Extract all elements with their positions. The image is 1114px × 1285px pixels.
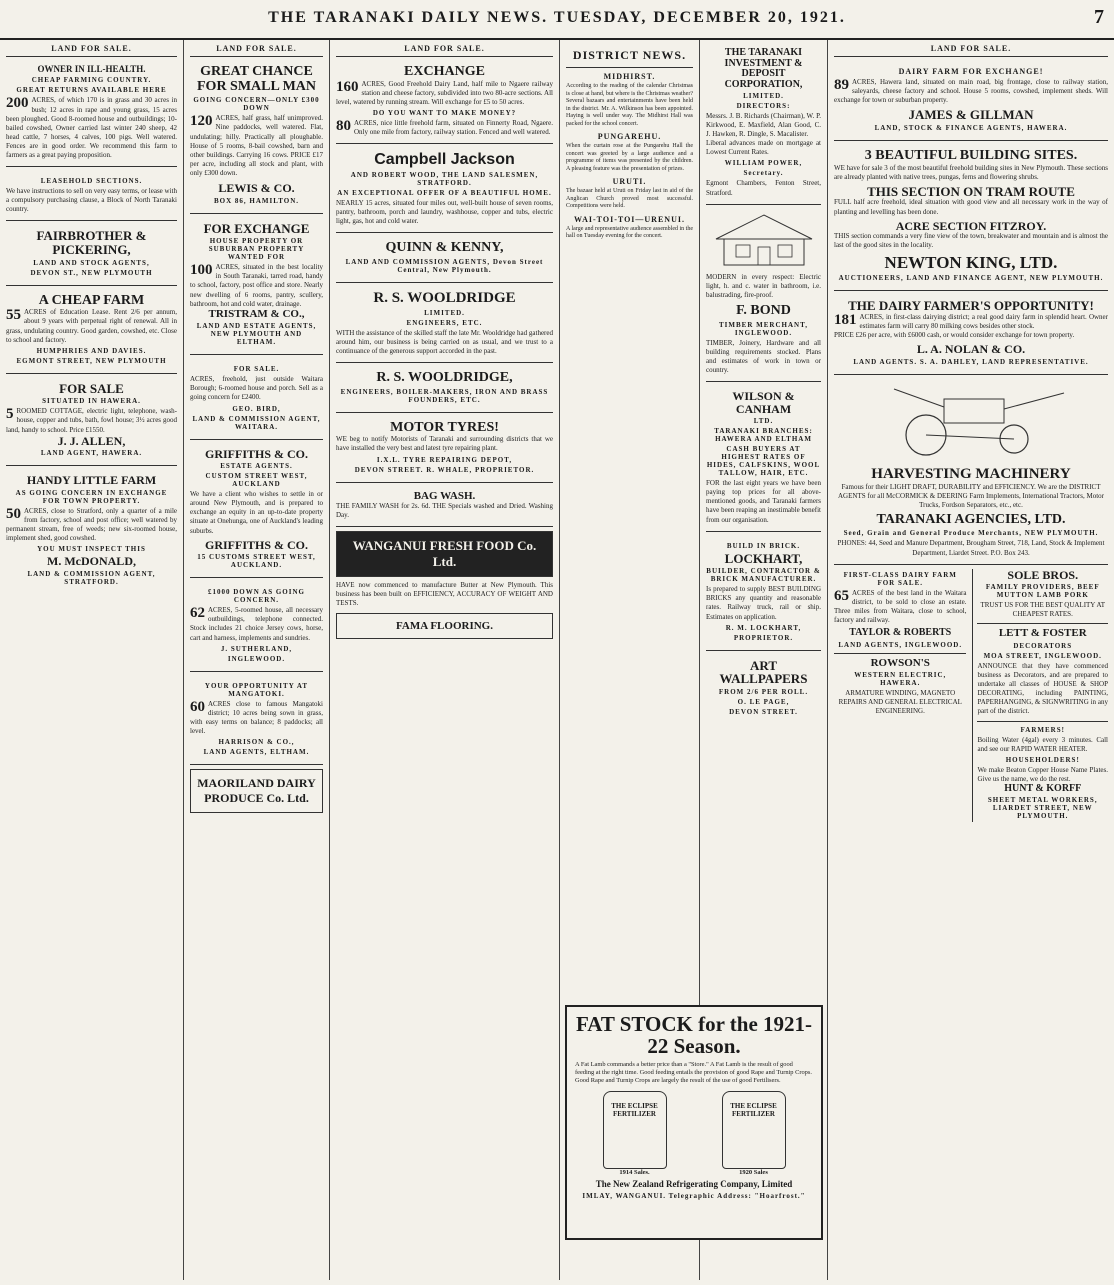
ad-subtitle: BUILD IN BRICK. [726, 541, 801, 550]
ad-subtitle: WESTERN ELECTRIC, HAWERA. [854, 671, 947, 688]
ad-body [834, 78, 1108, 105]
ad-subtitle: HOUSE PROPERTY OR SUBURBAN PROPERTY WANTED FOR [208, 237, 305, 262]
ad-title: F. BOND [736, 302, 791, 318]
ad-address: IMLAY, WANGANUI. Telegraphic Address: "Hoarfrost." [582, 1191, 806, 1200]
ad-address: LAND, STOCK & FINANCE AGENTS, HAWERA. [874, 123, 1068, 132]
acre-count: 60 [190, 698, 205, 715]
ad-subtitle: CHEAP FARMING COUNTRY. [31, 76, 152, 85]
acre-count: 100 [190, 262, 213, 279]
ad-waitara [190, 359, 323, 439]
ad-agent: R. M. LOCKHART, [725, 623, 802, 632]
ad-subtitle: LIMITED. [424, 308, 465, 317]
ad-body [6, 308, 177, 344]
ad-text-2: ANNOUNCE that they have commenced business as Decorators, and are prepared to undertake all classes of HOUSE & SHOP DECORATING, including PAINTING, PAPERHANGING, & SIGNWRITING in any part of the district. [977, 662, 1108, 716]
ad-subtitle: AS GOING CONCERN IN EXCHANGE FOR TOWN PROPERTY. [15, 488, 168, 505]
ad-title: 3 BEAUTIFUL BUILDING SITES. [864, 147, 1078, 163]
ad-text: THE FAMILY WASH for 2s. 6d. THE Specials washed and Dried. Washing Day. [336, 502, 553, 520]
ad-subtitle-3: FARMERS! [1020, 725, 1065, 734]
ad-phones: PHONES: 44, Seed and Manure Department, Brougham Street, 718, Land, Stock & Implement Department, Liardet Street. P.O. Box 243. [837, 539, 1105, 557]
ad-text-3: Boiling Water (4gal) every 3 minutes. Call and see our RAPID WATER HEATER. [977, 735, 1108, 753]
ad-address: DEVON STREET. [729, 707, 798, 716]
room-count: 5 [6, 406, 14, 423]
ad-subtitle: DO YOU WANT TO MAKE MONEY? [372, 108, 517, 117]
ad-text-3: THIS section commands a very fine view of the town, breakwater and mountain and is almost the last of the good sites in the locality. [834, 232, 1108, 250]
ad-body [190, 114, 323, 178]
ad-address: EGMONT STREET, NEW PLYMOUTH [16, 356, 167, 365]
ad-agent: NEWTON KING, LTD. [884, 253, 1058, 273]
ad-subtitle: LTD. [753, 417, 774, 426]
fat-stock-ad [565, 1005, 823, 1240]
ad-subtitle-4: HOUSEHOLDERS! [1005, 755, 1080, 764]
ad-title: MOTOR TYRES! [390, 419, 499, 435]
ad-agent: TRISTRAM & CO., [208, 307, 305, 320]
column-3 [330, 40, 560, 1280]
ad-title: FOR EXCHANGE [203, 220, 310, 236]
ad-agent: GEO. BIRD, [232, 404, 281, 413]
ad-agent: TAYLOR & ROBERTS [849, 627, 952, 639]
ad-note: YOU MUST INSPECT THIS [37, 545, 146, 554]
bottom-left-ads [834, 569, 966, 823]
ad-building-sites [834, 145, 1108, 291]
divider [977, 623, 1108, 624]
ad-text: ACRES, close to Stratford, only a quarter of a mile from factory, school and post office; well watered by permanent stream, free of weeds; new six-roomed house, implement shed, good cowshed. [6, 506, 177, 543]
ad-title: WILSON & CANHAM [732, 389, 795, 416]
ad-agent: TARANAKI AGENCIES, LTD. [876, 511, 1066, 527]
ad-role: PROPRIETOR. [733, 633, 794, 642]
ad-text: ACRES of the best land in the Waitara district, to be sold to close an estate. Three miles from Waitara, close to school, factory and railway. [834, 588, 967, 624]
ad-title: QUINN & KENNY, [385, 240, 504, 256]
ad-body [834, 313, 1108, 331]
ad-title-3: ACRE SECTION FITZROY. [895, 218, 1047, 233]
acre-count: 120 [190, 113, 213, 130]
ad-exchange [336, 61, 553, 144]
ad-subtitle: FOR SALE. [233, 365, 280, 374]
ad-address: MOA STREET, INGLEWOOD. [983, 652, 1102, 660]
ad-title: GRIFFITHS & CO. [204, 446, 308, 461]
ad-agent: HARRISON & CO., [218, 737, 295, 746]
ad-text: MODERN in every respect: Electric light, h. and c. water in bathroom, i.e. balustrading, fire-proof. [706, 272, 821, 299]
ad-role: Secretary. [743, 169, 784, 178]
ad-text: ACRES, of which 170 is in grass and 30 acres in bush; 12 acres in rape and young grass, 15 acres been ploughed. Good 8-roomed house and outbuildings; 10-bailed cowshed, Owner carried last winter 240 sheep, 42 head cattle, 7 horses, 4 calves, 100 pigs. Well watered. Fences are in good order. We recommend this farm to farmers as a great paying proposition. [6, 96, 177, 159]
ad-address: CUSTOM STREET WEST, AUCKLAND [205, 472, 308, 489]
ad-harvesting [834, 463, 1108, 565]
ad-cash: CASH BUYERS AT HIGHEST RATES OF HIDES, CALFSKINS, WOOL TALLOW, HAIR, ETC. [706, 445, 821, 478]
ad-title: FOR SALE [59, 380, 124, 396]
ad-address-2: SHEET METAL WORKERS, LIARDET STREET, NEW PLYMOUTH. [987, 796, 1098, 821]
ad-body [190, 700, 323, 736]
ad-subtitle-2: BUILDER, CONTRACTOR & BRICK MANUFACTURER. [706, 567, 821, 584]
ad-title: OWNER IN ILL-HEALTH. [37, 64, 146, 74]
acre-count: 50 [6, 505, 21, 522]
bottom-ads-row [834, 569, 1108, 823]
ad-fairbrother [6, 225, 177, 285]
ad-address: DEVON STREET. R. WHALE, PROPRIETOR. [354, 465, 535, 474]
news-heading: MIDHIRST. [603, 72, 656, 81]
acre-count: 181 [834, 311, 857, 328]
ad-subtitle: FIRST-CLASS DAIRY FARM FOR SALE. [843, 570, 957, 587]
ad-text-2: Liberal advances made on mortgage at Lowest Current Rates. [706, 139, 821, 157]
ad-address: LAND AGENTS, INGLEWOOD. [838, 640, 963, 649]
ad-subtitle: ESTATE AGENTS. [220, 462, 293, 471]
sack-2 [722, 1091, 786, 1176]
divider [834, 653, 966, 654]
district-news-title: DISTRICT NEWS. [572, 48, 687, 62]
bottom-right-ads [972, 569, 1108, 823]
ad-text-4: We make Beaton Copper House Name Plates. Give us the name, we do the rest. [977, 765, 1108, 783]
ad-subtitle: FROM 2/6 PER ROLL. [718, 687, 809, 696]
section-head: LAND FOR SALE. [190, 44, 323, 57]
wanganui-fresh-food-logo: WANGANUI FRESH FOOD Co. Ltd. [336, 531, 553, 577]
acre-count: 65 [834, 587, 849, 604]
ad-for-exchange [190, 218, 323, 356]
ad-agent: LEWIS & CO. [218, 181, 295, 196]
column-1 [0, 40, 184, 1280]
acre-count: 160 [336, 78, 359, 95]
ad-text: ACRES, situated in the best locality in South Taranaki, tarred road, handy to school, factory, post office and store. Nearly new dwelling of 6 rooms, pantry, scullery, bathroom, hot and cold water, drainage. [190, 263, 323, 308]
ad-wallpapers [706, 655, 821, 724]
ad-branches: TARANAKI BRANCHES: HAWERA AND ELTHAM [714, 427, 813, 444]
ad-body [190, 263, 323, 308]
masthead [0, 0, 1114, 40]
ad-text: ROOMED COTTAGE, electric light, telephone, wash-house, copper and tubs, bath, fowl house; 3½ acres good land, handy to school. Price £1550. [6, 407, 177, 434]
ad-title: GREAT CHANCE FOR SMALL MAN [197, 64, 316, 94]
news-text: According to the reading of the calendar Christmas is close at hand, but where is the Christmas weather? Several bazaars and entertainments have been held in the district. Mr. A. Wilkinson has been appointed. Haying is well under way. The Midhirst Hall was packed for the school concert. [566, 83, 693, 127]
section-head: LAND FOR SALE. [834, 44, 1108, 57]
harvester-illustration [834, 379, 1108, 459]
ad-title: FAIRBROTHER & PICKERING, [36, 228, 147, 258]
news-text: When the curtain rose at the Pungarehu Hall the concert was greeted by a large audience and a programme of items was presented by the children. A pleasing feature was the presentation of prizes. [566, 143, 693, 172]
sack-caption: 1914 Sales. [619, 1169, 650, 1177]
ad-address: INGLEWOOD. [227, 654, 286, 663]
ad-body [190, 606, 323, 642]
ad-text: NEARLY 15 acres, situated four miles out, well-built house of seven rooms, pantry, bathroom, porch and laundry, washhouse, copper and tubs, electric light, gas, hot and cold water. [336, 198, 553, 226]
masthead-title: THE TARANAKI DAILY NEWS. TUESDAY, DECEMBER 20, 1921. [268, 9, 846, 26]
acre-count: 55 [6, 307, 21, 324]
section-head: LAND FOR SALE. [6, 44, 177, 57]
ad-text: Messrs. J. B. Richards (Chairman), W. P. Kirkwood, E. Maxfield, Alan Good, C. J. Hawken, R. Dingle, S. Macalister. [706, 112, 821, 139]
news-heading: URUTI. [612, 177, 647, 186]
ad-mangatoki [190, 676, 323, 765]
ad-text: WE beg to notify Motorists of Taranaki and surrounding districts that we have installed the very best and latest tyre repairing plant. [336, 435, 553, 453]
ad-body [834, 589, 966, 625]
ad-text: Is prepared to supply BEST BUILDING BRICKS any quantity and reasonable rates. Railway truck, rail or ship. Estimates on application. [706, 585, 821, 621]
ad-owner-ill-health [6, 61, 177, 167]
ad-agent: JAMES & GILLMAN [908, 107, 1034, 123]
ad-agent: O. LE PAGE, [737, 697, 790, 706]
ad-text: ACRES, half grass, half unimproved. Nine paddocks, well watered. Flat, undulating; hilly. Practically all ploughable. House of 5 rooms, 8-bail cowshed, barn and other buildings. Carrying 16 cows. PRICE £17 per acre, including all stock and plant, with only £300 down. [190, 114, 323, 177]
page-number: 7 [1094, 6, 1104, 28]
ad-subtitle: SITUATED IN HAWERA. [42, 397, 141, 406]
ad-subtitle: YOUR OPPORTUNITY AT MANGATOKI. [204, 681, 309, 698]
ad-subtitle: GOING CONCERN—ONLY £300 DOWN [193, 96, 320, 113]
ad-title: BAG WASH. [413, 489, 476, 502]
ad-dairy-opportunity [834, 295, 1108, 375]
ad-for-sale-hawera [6, 378, 177, 467]
ad-text: A Fat Lamb commands a better price than a "Store." A Fat Lamb is the result of good feeding at the right time. Good feeding entails the provision of good Rape and Turnip Crops. Good Rape and Turnip Crops are largely the result of the use of good Fertilisers. [575, 1061, 812, 1085]
ad-investment-corp [706, 44, 821, 205]
ad-title-2: THIS SECTION ON TRAM ROUTE [867, 183, 1075, 199]
ad-agent: M. McDONALD, [47, 554, 136, 569]
ad-title: R. S. WOOLDRIDGE, [376, 369, 513, 385]
ad-text: Famous for their LIGHT DRAFT, DURABILITY and EFFICIENCY. We are the DISTRICT AGENTS for all McCORMICK & DEERING Farm Implements, International Tractors, Motor Trucks, Fordson Separators, etc., etc. [838, 482, 1104, 509]
ad-body [336, 80, 553, 107]
ad-handy-farm [6, 470, 177, 594]
ad-text: ACRES close to famous Mangatoki district; 10 acres being sown in grass, with easy terms on balance; 8 paddocks; all level. [190, 699, 323, 735]
ad-text: ACRES, 5-roomed house, all necessary outbuildings, telephone connected. Stock includes 21 choice Jersey cows, horse, cart and harness, implements and sundries. [190, 606, 323, 642]
ad-body [6, 407, 177, 434]
ad-text: ACRES, Good Freehold Dairy Land, half mile to Ngaere railway station and cheese factory, subdivided into two 80-acre sections. All level, watered by running stream. Will exchange for £5 to 50 acres. [336, 79, 553, 106]
ad-title: Campbell Jackson [374, 151, 515, 169]
news-heading: PUNGAREHU. [597, 132, 662, 141]
house-illustration [706, 209, 821, 269]
ad-great-chance [190, 61, 323, 214]
news-text: A large and representative audience assembled in the hall on Tuesday evening for the concert. [566, 225, 694, 239]
ad-body [6, 96, 177, 160]
ad-text: WE have for sale 3 of the most beautiful freehold building sites in New Plymouth. These sections are already planted with native trees, pungas, ferns and flowering shrubs. [834, 163, 1108, 181]
ad-subtitle: Seed, Grain and General Produce Merchants, NEW PLYMOUTH. [843, 529, 1099, 538]
ad-title: THE DAIRY FARMER'S OPPORTUNITY! [848, 298, 1094, 314]
column-6 [828, 40, 1114, 1280]
ad-bond [706, 300, 821, 382]
ad-title: HARVESTING MACHINERY [871, 465, 1071, 482]
news-text: The bazaar held at Uruti on Friday last in aid of the Anglican Church proved most successful. Competitions were held. [566, 188, 693, 209]
ad-lockhart [706, 536, 821, 651]
ad-subtitle: LEASEHOLD SECTIONS. [40, 177, 143, 186]
ad-subtitle: AND ROBERT WOOD, THE LAND SALESMEN, STRATFORD. [350, 170, 539, 187]
ad-agent: J. J. ALLEN, [57, 433, 126, 448]
ad-wilson-canham [706, 386, 821, 532]
ad-quinn-kenny [336, 237, 553, 283]
ad-address: LAND & COMMISSION AGENT, WAITARA. [192, 414, 321, 431]
news-heading: WAI-TOI-TOI—URENUI. [574, 214, 685, 224]
ad-title: ROWSON'S [870, 656, 930, 669]
sack-label: THE ECLIPSE FERTILIZER [603, 1091, 667, 1169]
ad-motor-tyres [336, 417, 553, 483]
maoriland-logo: MAORILAND DAIRY PRODUCE Co. Ltd. [190, 769, 323, 813]
column-2 [184, 40, 330, 1280]
ad-text: TRUST US FOR THE BEST QUALITY AT CHEAPEST RATES. [980, 601, 1106, 619]
ad-subtitle: LAND AND COMMISSION AGENTS, Devon Street Central, New Plymouth. [345, 257, 544, 274]
acre-count: 80 [336, 117, 351, 134]
ad-subtitle: FAMILY PROVIDERS, BEEF MUTTON LAMB PORK [985, 583, 1100, 600]
ad-address: LAND AND ESTATE AGENTS, NEW PLYMOUTH AND ELTHAM. [196, 322, 317, 347]
acre-count: 200 [6, 95, 29, 112]
ad-dairy-exchange [834, 61, 1108, 141]
sack-caption: 1920 Sales [739, 1169, 768, 1177]
ad-cheap-farm [6, 290, 177, 374]
ad-text: We have instructions to sell on very easy terms, or lease with a compulsory purchasing clause, a Block of North Taranaki country. [6, 187, 177, 214]
ad-text: ACRES, in first-class dairying district; a real good dairy farm in splendid heart. Owner estimates farm will carry 80 milking cows besides other stock. [859, 312, 1108, 330]
ad-title: R. S. WOOLDRIDGE [373, 289, 516, 306]
ad-text: HAVE now commenced to manufacture Butter at New Plymouth. This business has been built on EFFICIENCY, ACCURACY OF WEIGHT AND TESTS. [336, 581, 553, 608]
ad-address: DEVON ST., NEW PLYMOUTH [30, 268, 153, 277]
ad-title: EXCHANGE [404, 64, 485, 79]
ad-address: LAND & COMMISSION AGENT, STRATFORD. [27, 569, 156, 586]
sack-1 [603, 1091, 667, 1176]
section-head: LAND FOR SALE. [336, 44, 553, 57]
ad-leasehold [6, 171, 177, 221]
ad-wooldridge [336, 287, 553, 363]
sack-label: THE ECLIPSE FERTILIZER [722, 1091, 786, 1169]
ad-subtitle: LAND AND STOCK AGENTS, [33, 258, 150, 267]
acre-count: 89 [834, 77, 849, 93]
ad-text: ACRES, Hawera land, situated on main road, big frontage, close to railway station, saleyards, cheese factory and school. House 5 rooms, cowshed, implement sheds. Will exchange for town or suburban property. [834, 78, 1108, 105]
ad-text: We have a client who wishes to settle in or around New Plymouth, and is prepared to exchange an equity in an up-to-date property situate at Onehunga, one of Auckland's leading suburbs. [190, 490, 323, 535]
ad-address: Egmont Chambers, Fenton Street, Stratford. [706, 179, 821, 197]
ad-agent: HUNT & KORFF [1004, 782, 1082, 794]
fama-flooring-ad: FAMA FLOORING. [336, 613, 553, 639]
acre-count: 62 [190, 605, 205, 622]
ad-subtitle: LIMITED. [743, 92, 784, 100]
page-columns [0, 40, 1114, 1285]
ad-subtitle-2: GREAT RETURNS AVAILABLE HERE [16, 86, 167, 95]
ad-title: A CHEAP FARM [38, 292, 145, 308]
divider [566, 67, 693, 68]
ad-1000-down [190, 582, 323, 671]
ad-address: AUCTIONEERS, LAND AND FINANCE AGENT, NEW PLYMOUTH. [838, 274, 1104, 283]
ad-bag-wash [336, 487, 553, 528]
ad-agent: HUMPHRIES AND DAVIES. [36, 346, 147, 355]
fertilizer-sacks [575, 1091, 813, 1176]
ad-wooldridge-2 [336, 367, 553, 413]
ad-agent: L. A. NOLAN & CO. [916, 342, 1026, 357]
ad-title: FAT STOCK for the 1921-22 Season. [575, 1012, 813, 1059]
ad-title: SOLE BROS. [1007, 567, 1079, 582]
ad-address: LAND AGENTS. S. A. DAHLEY, LAND REPRESENTATIVE. [853, 357, 1089, 366]
ad-title: ART WALLPAPERS [719, 657, 808, 687]
ad-address: 15 CUSTOMS STREET WEST, AUCKLAND. [197, 553, 316, 570]
ad-agent: WILLIAM POWER, [724, 159, 803, 168]
ad-title: THE TARANAKI INVESTMENT & DEPOSIT CORPORATION, [724, 47, 803, 90]
ad-subtitle-2: DECORATORS [1013, 642, 1073, 650]
ad-subtitle: TIMBER MERCHANT, INGLEWOOD. [719, 320, 808, 337]
ad-subtitle: ENGINEERS, BOILER-MAKERS, IRON AND BRASS FOUNDERS, ETC. [340, 387, 549, 404]
ad-text: ACRES of Education Lease. Rent 2/6 per annum, about 9 years with perpetual right of renewal. All in grass, undulating country. Good garden, cowshed, etc. Close to school and factory. [6, 308, 177, 344]
ad-title: LOCKHART, [724, 550, 803, 566]
ad-subtitle: £1000 DOWN AS GOING CONCERN. [208, 588, 305, 605]
ad-price: PRICE £26 per acre, with £6000 cash, or would consider exchange for town property. [834, 331, 1075, 340]
ad-subtitle-2: ENGINEERS, ETC. [406, 318, 483, 327]
ad-text: TIMBER, Joinery, Hardware and all building requirements stocked. Plans and estimates of work in town or country. [706, 338, 821, 374]
ad-agent: J. SUTHERLAND, [220, 644, 293, 653]
ad-subtitle: DAIRY FARM FOR EXCHANGE! [898, 67, 1044, 76]
ad-griffiths [190, 444, 323, 579]
ad-company: The New Zealand Refrigerating Company, Limited [595, 1179, 793, 1190]
ad-title-2: LETT & FOSTER [998, 627, 1087, 640]
ad-text: WITH the assistance of the skilled staff the late Mr. Wooldridge had gathered around him, our business is being carried on as usual, and we trust to a continuance of the generous support accorded in the past. [336, 328, 553, 355]
ad-address: LAND AGENTS, ELTHAM. [203, 747, 310, 756]
ad-text-2: FULL half acre freehold, ideal situation with good view and all necessary work in the way of planting and levelling has been done. [834, 198, 1108, 216]
ad-subtitle-2: AN EXCEPTIONAL OFFER OF A BEAUTIFUL HOME. [337, 188, 552, 197]
ad-title: HANDY LITTLE FARM [26, 473, 157, 488]
ad-text: ARMATURE WINDING, MAGNETO REPAIRS AND GENERAL ELECTRICAL ENGINEERING. [838, 689, 962, 716]
divider [977, 721, 1108, 722]
ad-body [6, 507, 177, 543]
ad-agent: GRIFFITHS & CO. [204, 537, 308, 552]
ad-subtitle-2: DIRECTORS: [736, 102, 791, 110]
ad-text: FOR the last eight years we have been paying top prices for all above-mentioned goods, and Taranaki farmers have been reaping an inestimable benefit from our organisation. [706, 479, 821, 524]
ad-body [336, 119, 553, 137]
ad-text: ACRES, nice little freehold farm, situated on Finnerty Road, Ngaere. Only one mile from factory, railway station. Fenced and well watered. [354, 118, 553, 137]
ad-address: BOX 86, HAMILTON. [213, 196, 300, 205]
ad-text: ACRES, freehold, just outside Waitara Borough; 6-roomed house and porch. Sell as a going concern for £2400. [190, 375, 323, 402]
ad-address: LAND AGENT, HAWERA. [40, 449, 143, 458]
ad-agent: I.X.L. TYRE REPAIRING DEPOT, [376, 455, 513, 464]
ad-campbell-jackson [336, 148, 553, 233]
